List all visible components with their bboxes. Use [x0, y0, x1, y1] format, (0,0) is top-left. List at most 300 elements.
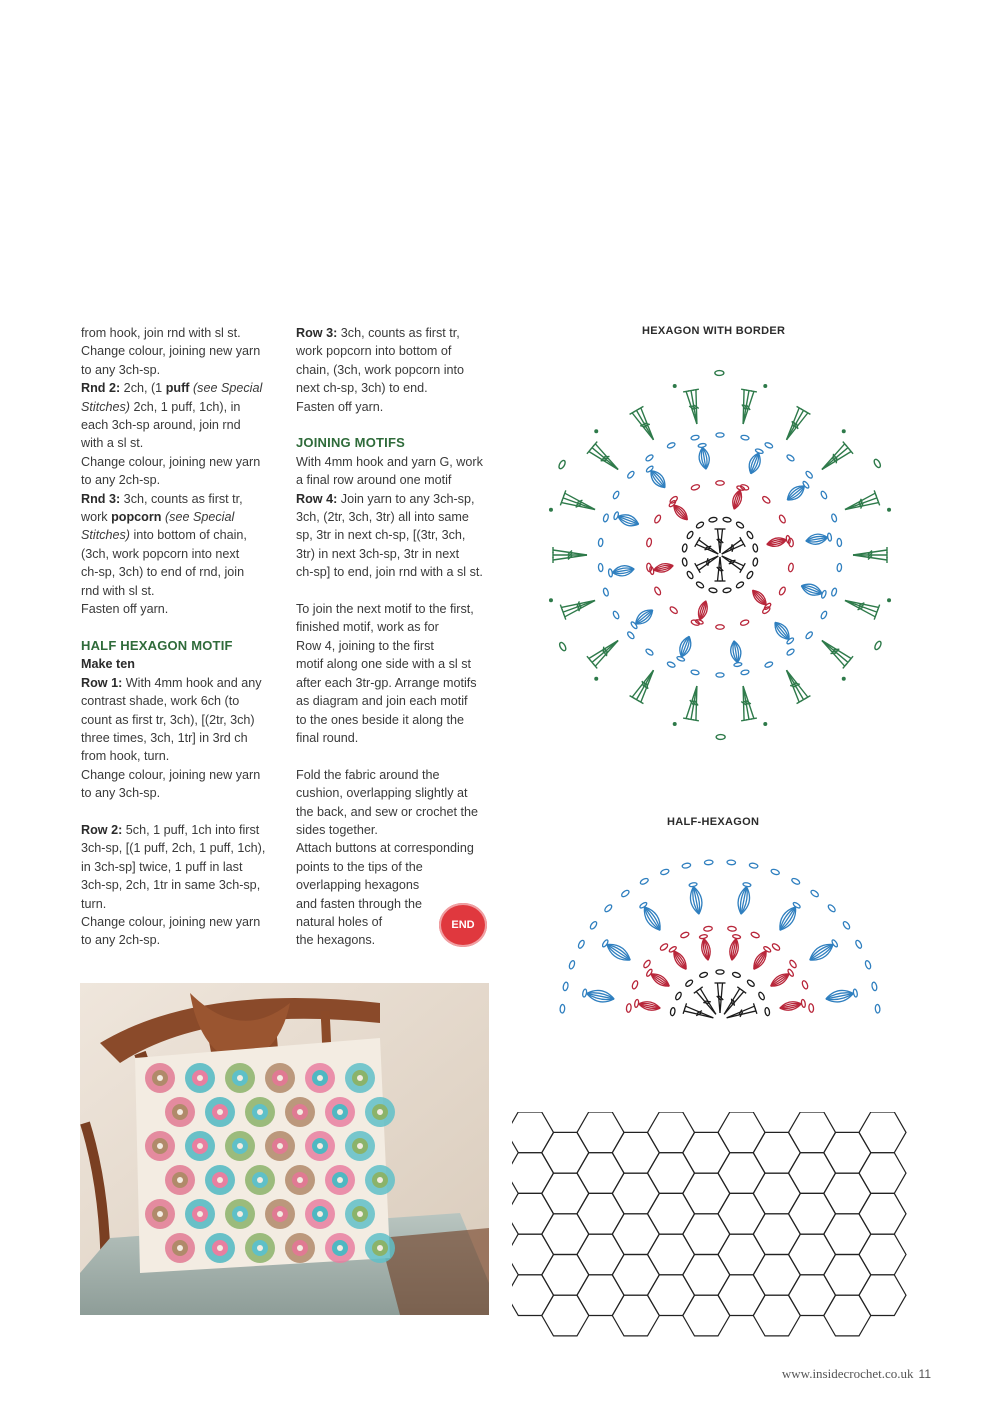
- footer: [782, 1366, 931, 1382]
- chain-stitch: [764, 1007, 770, 1016]
- chain-stitch: [716, 673, 724, 677]
- treble-top: [564, 490, 566, 496]
- treble-group: [842, 593, 879, 620]
- chain-stitch: [558, 459, 567, 469]
- treble-group: [715, 983, 726, 1013]
- puff-stitch: [613, 510, 641, 528]
- chain-stitch: [659, 943, 669, 952]
- puff-stitch: [638, 901, 665, 934]
- puff-stitch: [728, 934, 741, 961]
- chain-stitch: [686, 570, 694, 579]
- chain-stitch: [695, 521, 704, 529]
- chain-stitch: [691, 435, 700, 441]
- motif-core: [337, 1245, 343, 1251]
- chain-stitch: [645, 454, 654, 462]
- motif-core: [217, 1109, 223, 1115]
- grid-hexagon: [648, 1234, 695, 1275]
- slip-stitch-dot: [549, 508, 553, 512]
- chain-stitch: [715, 371, 724, 376]
- chain-stitch: [842, 921, 851, 931]
- grid-hexagon: [683, 1214, 730, 1255]
- puff-term: puff: [165, 381, 190, 396]
- grid-hexagon: [577, 1275, 624, 1316]
- puff-top: [689, 882, 698, 887]
- slip-stitch-dot: [763, 384, 767, 388]
- chain-stitch: [621, 889, 631, 898]
- chain-stitch: [827, 904, 836, 913]
- treble-group: [630, 666, 661, 703]
- treble-group: [853, 547, 887, 563]
- grid-hexagon: [824, 1295, 871, 1336]
- popcorn-term: popcorn: [111, 510, 162, 525]
- chain-stitch: [716, 481, 725, 486]
- slip-stitch-dot: [673, 722, 677, 726]
- chain-stitch: [788, 563, 794, 572]
- grid-hexagon: [577, 1153, 624, 1194]
- puff-stitch: [608, 564, 635, 578]
- grid-hexagon: [542, 1173, 589, 1214]
- motif-core: [297, 1245, 303, 1251]
- rnd3-line: Rnd 3: 3ch, counts as first tr,: [81, 491, 243, 506]
- puff-stitch: [687, 882, 704, 915]
- end-badge: END: [439, 903, 487, 947]
- chain-stitch: [682, 862, 691, 868]
- grid-hexagon: [753, 1255, 800, 1296]
- treble-top: [685, 1003, 687, 1009]
- chain-stitch: [691, 669, 700, 675]
- puff-top: [743, 882, 752, 887]
- puff-top: [801, 999, 806, 1008]
- chain-stitch: [627, 470, 636, 479]
- puff-strand: [636, 610, 655, 626]
- grid-hexagon: [577, 1234, 624, 1275]
- grid-hexagon: [648, 1112, 695, 1153]
- grid-hexagon: [612, 1295, 659, 1336]
- cushion-on-chair-image: [80, 983, 489, 1315]
- slip-stitch-dot: [842, 677, 846, 681]
- puff-stitch: [675, 635, 693, 663]
- grid-hexagon: [753, 1214, 800, 1255]
- grid-hexagon: [753, 1173, 800, 1214]
- chain-stitch: [778, 514, 786, 524]
- treble-top: [741, 720, 747, 721]
- chain-stitch: [727, 926, 736, 932]
- chain-stitch: [758, 991, 766, 1000]
- chain-stitch: [645, 648, 654, 656]
- chain-stitch: [703, 926, 712, 932]
- treble-group: [715, 529, 726, 553]
- puff-stitch: [800, 581, 828, 599]
- treble-top: [755, 1008, 757, 1014]
- puff-stitch: [736, 882, 753, 915]
- treble-group: [560, 490, 597, 517]
- puff-stitch: [634, 999, 661, 1012]
- chain-stitch: [631, 980, 638, 990]
- grid-hexagon: [859, 1153, 906, 1194]
- grid-hexagon: [612, 1214, 659, 1255]
- chain-stitch: [788, 538, 794, 547]
- puff-stitch: [805, 532, 832, 546]
- motif-core: [257, 1245, 263, 1251]
- grid-hexagon: [577, 1193, 624, 1234]
- grid-hexagon: [648, 1275, 695, 1316]
- chain-stitch: [837, 538, 842, 547]
- grid-hexagon: [577, 1112, 624, 1153]
- chain-stitch: [699, 971, 708, 978]
- treble-group: [735, 685, 757, 721]
- motif-core: [317, 1075, 323, 1081]
- chain-stitch: [874, 640, 883, 650]
- chain-stitch: [669, 606, 678, 615]
- treble-group: [695, 537, 721, 559]
- puff-stitch: [729, 640, 743, 667]
- row1-label: Row 1:: [81, 675, 123, 690]
- joining-motifs-heading: JOINING MOTIFS: [296, 435, 405, 451]
- puff-top: [613, 511, 619, 520]
- slip-stitch-dot: [887, 598, 891, 602]
- puff-stitch: [699, 934, 712, 961]
- chain-stitch: [749, 862, 758, 868]
- cushion-photo: [80, 983, 489, 1315]
- chain-stitch: [764, 661, 773, 668]
- motif-core: [297, 1109, 303, 1115]
- chain-stitch: [685, 979, 694, 988]
- motif-core: [337, 1109, 343, 1115]
- grid-hexagon: [683, 1173, 730, 1214]
- chain-stitch: [654, 586, 662, 596]
- grid-hexagon: [648, 1193, 695, 1234]
- chain-stitch: [752, 558, 758, 567]
- puff-stitch: [645, 465, 669, 491]
- motif-core: [237, 1211, 243, 1217]
- motif-core: [197, 1075, 203, 1081]
- puff-stitch: [582, 987, 615, 1004]
- blue-puff-ring: [598, 433, 842, 677]
- puff-top: [608, 569, 613, 577]
- puff-strand: [649, 471, 665, 490]
- grid-hexagon: [789, 1275, 836, 1316]
- chain-stitch: [646, 538, 652, 547]
- treble-group: [560, 593, 597, 620]
- treble-group: [780, 406, 811, 443]
- grid-hexagon: [824, 1255, 871, 1296]
- treble-top: [693, 389, 699, 390]
- row3-label: Row 3:: [296, 326, 338, 340]
- chain-stitch: [709, 587, 718, 593]
- motif-core: [337, 1177, 343, 1183]
- hexagon-with-border-chart: [500, 345, 940, 795]
- chain-stitch: [771, 943, 781, 952]
- grid-hexagon: [648, 1153, 695, 1194]
- puff-stitch: [646, 968, 672, 989]
- chain-stitch: [675, 991, 683, 1000]
- puff-stitch: [768, 968, 794, 989]
- chain-stitch: [654, 514, 662, 524]
- chain-stitch: [603, 588, 610, 597]
- treble-top: [874, 614, 876, 620]
- grid-hexagon: [859, 1112, 906, 1153]
- chain-stitch: [805, 631, 814, 640]
- treble-group: [630, 406, 661, 443]
- motif-core: [257, 1109, 263, 1115]
- treble-group: [817, 634, 853, 668]
- grid-hexagon: [718, 1153, 765, 1194]
- grid-hexagon: [753, 1295, 800, 1336]
- grid-hexagon: [859, 1275, 906, 1316]
- chain-stitch: [741, 669, 750, 675]
- grid-hexagon: [512, 1193, 554, 1234]
- motif-core: [297, 1177, 303, 1183]
- chain-stitch: [875, 1004, 880, 1013]
- chain-stitch: [612, 610, 620, 619]
- chain-stitch: [810, 889, 820, 898]
- slip-stitch-dot: [763, 722, 767, 726]
- chain-stitch: [735, 581, 744, 589]
- chain-stitch: [741, 435, 750, 441]
- hexagon-diagram-title: HEXAGON WITH BORDER: [642, 325, 786, 337]
- grid-hexagon: [789, 1193, 836, 1234]
- instructions-column-2: Row 3: 3ch, counts as first tr, work popcorn into bottom of chain, (3ch, work popcorn into next ch-sp, 3ch) to end. Fasten off yarn. JOINING MOTIFS With 4mm hook and yarn G, work a final row around one motif Row 4: Join yarn to any 3ch-sp, 3ch, (2tr, 3ch, 3tr) all into same sp, 3tr in next ch-sp, [(3tr, 3ch, 3tr) in next 3ch-sp, 3tr in next ch-sp] to end, join rnd with a sl st. To join the next motif to the first, finished motif, work as for Row 4, joining to the first motif along one side with a sl st after each 3tr-gp. Arrange motifs as diagram and join each motif to the ones beside it along the final round. Fold the fabric around the cushion, overlapping slightly at the back, and sew or crochet the sides together. Attach buttons at corresponding points to the tips of the overlapping hexagons and fasten through the natural holes of the hexagons.: [296, 324, 506, 950]
- grid-hexagon: [512, 1234, 554, 1275]
- grid-hexagon: [859, 1234, 906, 1275]
- grid-hexagon: [718, 1234, 765, 1275]
- footer-url: www.insidecrochet.co.uk: [781, 1366, 914, 1381]
- treble-group: [817, 442, 853, 476]
- chain-stitch: [639, 877, 649, 885]
- chain-stitch: [568, 960, 575, 970]
- puff-strand: [775, 621, 791, 640]
- grid-hexagon: [824, 1173, 871, 1214]
- chain-stitch: [831, 513, 838, 522]
- puff-stitch: [751, 946, 772, 972]
- chain-stitch: [837, 563, 842, 572]
- puff-stitch: [775, 901, 802, 934]
- chain-stitch: [762, 606, 771, 615]
- puff-stitch: [697, 443, 711, 470]
- grid-hexagon: [789, 1234, 836, 1275]
- rnd3-label: Rnd 3:: [81, 491, 121, 506]
- puff-stitch: [630, 606, 656, 630]
- puff-top: [698, 443, 706, 448]
- chain-stitch: [723, 517, 732, 523]
- motif-core: [277, 1143, 283, 1149]
- chain-stitch: [746, 530, 754, 539]
- chain-stitch: [716, 625, 725, 630]
- treble-group: [719, 551, 745, 573]
- grid-hexagon: [612, 1255, 659, 1296]
- chain-stitch: [603, 513, 610, 522]
- make-ten-subheading: Make ten: [81, 657, 135, 672]
- grid-hexagon: [824, 1132, 871, 1173]
- half-hexagon-heading: HALF HEXAGON MOTIF: [81, 637, 233, 653]
- treble-top: [878, 500, 880, 506]
- grid-hexagon: [512, 1275, 554, 1316]
- chain-stitch: [667, 442, 676, 449]
- chain-stitch: [680, 931, 690, 938]
- grid-hexagon: [612, 1173, 659, 1214]
- chain-stitch: [604, 904, 613, 913]
- grid-hexagon: [824, 1214, 871, 1255]
- chain-stitch: [820, 610, 828, 619]
- red-popcorn-ring: [646, 481, 794, 630]
- chain-stitch: [750, 931, 760, 938]
- chain-stitch: [871, 982, 877, 991]
- motif-core: [177, 1109, 183, 1115]
- treble-group: [587, 634, 623, 668]
- page-number: 11: [918, 1367, 931, 1381]
- puff-stitch: [746, 448, 764, 476]
- grid-hexagon: [542, 1255, 589, 1296]
- treble-group: [683, 389, 705, 425]
- chain-stitch: [764, 442, 773, 449]
- chain-stitch: [770, 868, 780, 875]
- chain-stitch: [682, 558, 688, 567]
- chain-stitch: [709, 517, 718, 523]
- puff-stitch: [784, 480, 810, 504]
- treble-top: [560, 605, 562, 611]
- puff-stitch: [601, 938, 634, 965]
- chain-stitch: [746, 570, 754, 579]
- motif-core: [257, 1177, 263, 1183]
- chain-stitch: [746, 979, 755, 988]
- chain-stitch: [670, 1007, 676, 1016]
- chain-stitch: [820, 490, 828, 499]
- chain-stitch: [778, 586, 786, 596]
- grid-hexagon: [718, 1275, 765, 1316]
- chain-stitch: [669, 495, 678, 504]
- puff-stitch: [825, 987, 858, 1004]
- black-foundation-row: [670, 970, 770, 1023]
- row2-label: Row 2:: [81, 822, 123, 837]
- motif-core: [217, 1245, 223, 1251]
- grid-hexagon: [683, 1132, 730, 1173]
- chain-stitch: [831, 588, 838, 597]
- text-line: from hook, join rnd with sl st.: [81, 326, 241, 340]
- motif-core: [317, 1211, 323, 1217]
- puff-top: [734, 662, 742, 667]
- motif-core: [377, 1177, 383, 1183]
- text-line: to any 3ch-sp.: [81, 362, 161, 377]
- chain-stitch: [786, 454, 795, 462]
- slip-stitch-dot: [594, 429, 598, 433]
- chain-stitch: [752, 544, 758, 553]
- grid-hexagon: [542, 1295, 589, 1336]
- chain-stitch: [558, 641, 567, 651]
- grid-hexagon: [718, 1112, 765, 1153]
- puff-stitch: [649, 562, 674, 575]
- treble-group: [719, 537, 745, 559]
- blue-popcorn-row: [560, 860, 880, 1013]
- puff-strand: [786, 484, 805, 500]
- motif-core: [277, 1075, 283, 1081]
- chain-stitch: [598, 563, 603, 572]
- chain-stitch: [732, 971, 741, 978]
- row4-label: Row 4:: [296, 491, 338, 506]
- treble-group: [683, 685, 705, 721]
- puff-stitch: [779, 999, 806, 1012]
- slip-stitch-dot: [887, 508, 891, 512]
- grid-hexagon: [612, 1132, 659, 1173]
- motif-core: [357, 1143, 363, 1149]
- treble-group: [780, 666, 811, 703]
- motif-core: [357, 1075, 363, 1081]
- treble-top: [751, 391, 757, 392]
- motif-core: [177, 1177, 183, 1183]
- puff-top: [853, 989, 858, 998]
- chain-stitch: [789, 959, 798, 969]
- chain-stitch: [762, 495, 771, 504]
- chain-stitch: [695, 581, 704, 589]
- puff-top: [676, 656, 685, 662]
- chain-stitch: [589, 921, 598, 931]
- motif-core: [177, 1245, 183, 1251]
- grid-hexagon: [718, 1193, 765, 1234]
- treble-group: [587, 442, 623, 476]
- motif-core: [277, 1211, 283, 1217]
- chain-stitch: [626, 1003, 632, 1012]
- puff-stitch: [807, 938, 840, 965]
- chain-stitch: [735, 521, 744, 529]
- puff-top: [699, 934, 708, 939]
- treble-top: [683, 718, 689, 719]
- chain-stitch: [667, 661, 676, 668]
- puff-top: [582, 989, 587, 998]
- chain-stitch: [562, 982, 568, 991]
- chain-stitch: [855, 939, 863, 949]
- grid-hexagon: [542, 1132, 589, 1173]
- half-hexagon-diagram-title: HALF-HEXAGON: [667, 816, 760, 828]
- chain-stitch: [646, 563, 652, 572]
- grid-hexagon: [683, 1255, 730, 1296]
- chain-stitch: [660, 868, 670, 875]
- chain-stitch: [691, 484, 701, 491]
- chain-stitch: [643, 959, 652, 969]
- chain-stitch: [864, 960, 871, 970]
- grid-hexagon: [789, 1153, 836, 1194]
- green-border-stitches: [549, 371, 891, 740]
- motif-core: [217, 1177, 223, 1183]
- puff-top: [827, 533, 832, 541]
- chain-stitch: [723, 587, 732, 593]
- half-hexagon-chart: [540, 840, 900, 1055]
- puff-stitch: [771, 619, 795, 645]
- motif-core: [377, 1109, 383, 1115]
- chain-stitch: [686, 530, 694, 539]
- instructions-column-1: from hook, join rnd with sl st. Change colour, joining new yarn to any 3ch-sp. Rnd 2: 2ch, (1 puff (see Special Stitches) 2ch, 1 puff, 1ch), in each 3ch-sp around, join rnd with a sl st. Change colour, joining new yarn to any 2ch-sp. Rnd 3: 3ch, counts as first tr, work popcorn (see Special Stitches) into bottom of chain, (3ch, work popcorn into next ch-sp, 3ch) to end of rnd, join rnd with sl st. Fasten off yarn. HALF HEXAGON MOTIF Make ten Row 1: With 4mm hook and any contrast shade, work 6ch (to count as first tr, 3ch), [(2tr, 3ch) three times, 3ch, 1tr] in 3rd ch from hook, turn. Change colour, joining new yarn to any 3ch-sp. Row 2: 5ch, 1 puff, 1ch into first 3ch-sp, [(1 puff, 2ch, 1 puff, 1ch), in 3ch-sp] twice, 1 puff in last 3ch-sp, 2ch, 1tr in same 3ch-sp, turn. Change colour, joining new yarn to any 2ch-sp.: [81, 324, 281, 950]
- puff-top: [634, 999, 639, 1008]
- motif-core: [157, 1075, 163, 1081]
- motif-core: [357, 1211, 363, 1217]
- grid-hexagon: [542, 1214, 589, 1255]
- motif-core: [237, 1143, 243, 1149]
- slip-stitch-dot: [842, 429, 846, 433]
- chain-stitch: [808, 1003, 814, 1012]
- grid-hexagon: [859, 1193, 906, 1234]
- chain-stitch: [786, 648, 795, 656]
- puff-stitch: [668, 946, 689, 972]
- treble-group: [695, 551, 721, 573]
- black-centre-ring: [682, 517, 758, 593]
- grid-hexagon: [512, 1112, 554, 1153]
- treble-group: [553, 547, 587, 563]
- treble-group: [715, 557, 726, 581]
- chain-stitch: [716, 735, 725, 740]
- motif-core: [317, 1143, 323, 1149]
- chain-stitch: [791, 877, 801, 885]
- chain-stitch: [598, 538, 603, 547]
- grid-hexagon: [512, 1153, 554, 1194]
- chain-stitch: [560, 1004, 565, 1013]
